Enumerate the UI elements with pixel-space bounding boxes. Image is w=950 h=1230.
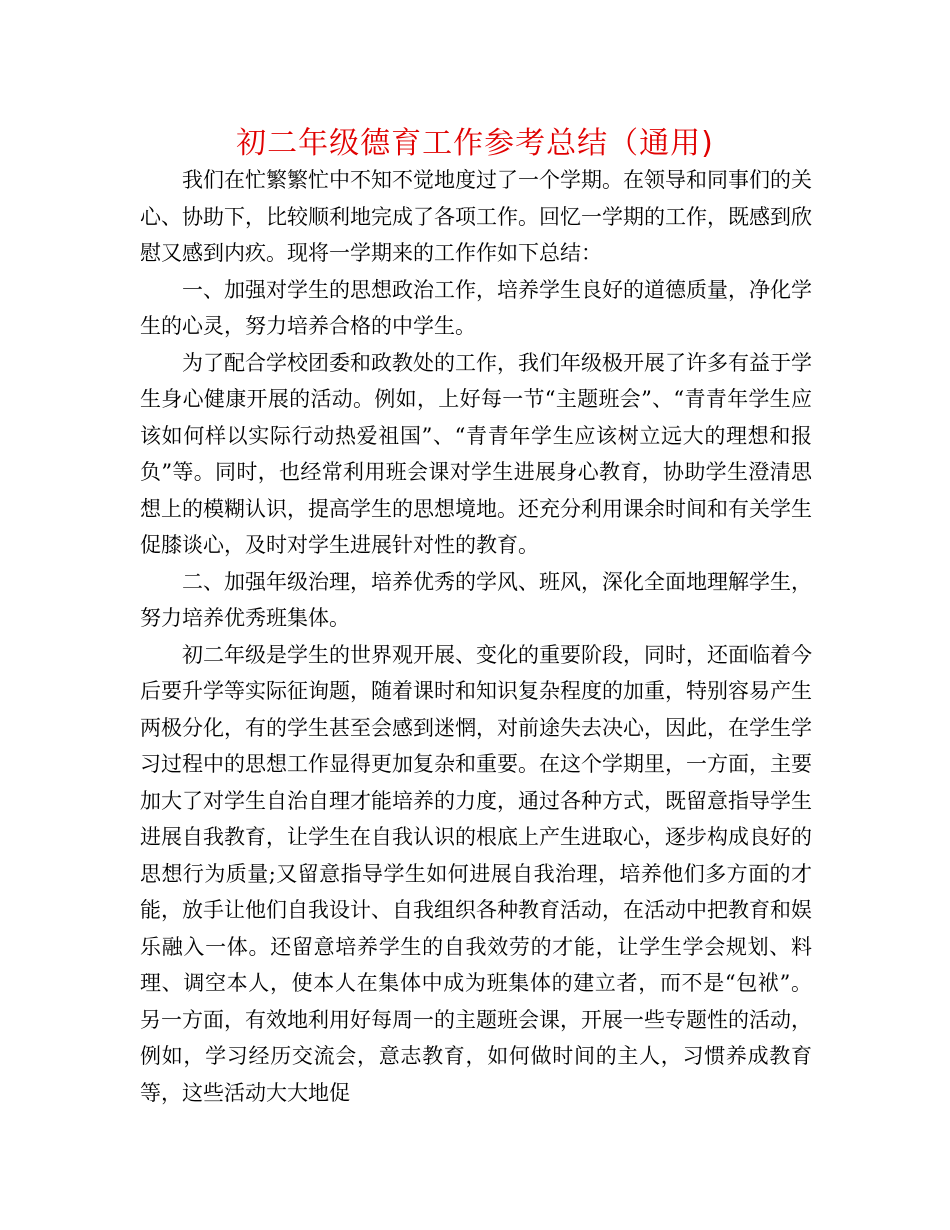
document-title: 初二年级德育工作参考总结（通用) <box>236 126 714 161</box>
paragraph-section-2-heading: 二、加强年级治理，培养优秀的学风、班风，深化全面地理解学生，努力培养优秀班集体。 <box>140 569 812 630</box>
document-body <box>140 162 812 1111</box>
paragraph-intro: 我们在忙繁繁忙中不知不觉地度过了一个学期。在领导和同事们的关心、协助下，比较顺利地完成了各项工作。回忆一学期的工作，既感到欣慰又感到内疚。现将一学期来的工作作如下总结： <box>140 168 812 265</box>
paragraph-section-2-body: 初二年级是学生的世界观开展、变化的重要阶段，同时，还面临着今后要升学等实际征询题，随着课时和知识复杂程度的加重，特别容易产生两极分化，有的学生甚至会感到迷惘，对前途失去决心，因此，在学生学习过程中的思想工作显得更加复杂和重要。在这个学期里，一方面，主要加大了对学生自治自理才能培养的力度，通过各种方式，既留意指导学生进展自我教育，让学生在自我认识的根底上产生进取心，逐步构成良好的思想行为质量;又留意指导学生如何进展自我治理，培养他们多方面的才能，放手让他们自我设计、自我组织各种教育活动，在活动中把教育和娱乐融入一体。还留意培养学生的自我效劳的才能，让学生学会规划、料理、调空本人，使本人在集体中成为班集体的建立者，而不是“包袱”。另一方面，有效地利用好每周一的主题班会课，开展一些专题性的活动，例如，学习经历交流会，意志教育，如何做时间的主人，习惯养成教育等，这些活动大大地促 <box>140 642 812 1105</box>
paragraph-section-1-body: 为了配合学校团委和政教处的工作，我们年级极开展了许多有益于学生身心健康开展的活动。例如，上好每一节“主题班会”、“青青年学生应该如何样以实际行动热爱祖国”、“青青年学生应该树立远大的理想和报负”等。同时，也经常利用班会课对学生进展身心教育，协助学生澄清思想上的模糊认识，提高学生的思想境地。还充分利用课余时间和有关学生促膝谈心，及时对学生进展针对性的教育。 <box>140 350 812 557</box>
paragraph-section-1-heading: 一、加强对学生的思想政治工作，培养学生良好的道德质量，净化学生的心灵，努力培养合格的中学生。 <box>140 277 812 338</box>
